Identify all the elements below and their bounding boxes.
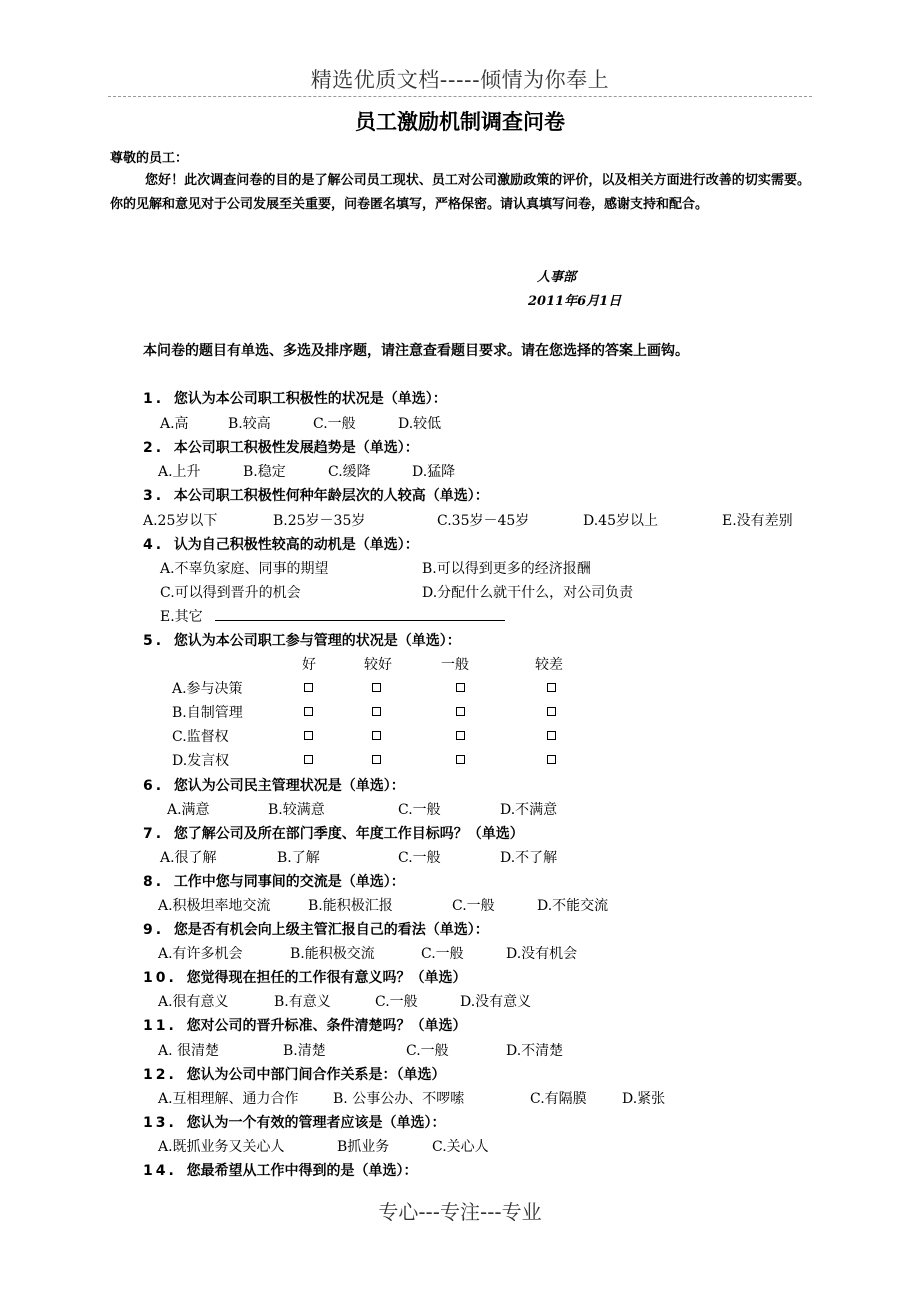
q3-option-c[interactable]: C.35岁－45岁 <box>437 513 530 529</box>
question-text: 本公司职工积极性何种年龄层次的人较高（单选）： <box>173 488 489 504</box>
question-text: 您觉得现在担任的工作很有意义吗？（单选） <box>186 970 467 986</box>
q4-option-b[interactable]: B.可以得到更多的经济报酬 <box>422 561 591 577</box>
q8-option-b[interactable]: B.能积极汇报 <box>308 898 393 914</box>
q11-option-a[interactable]: A. 很清楚 <box>158 1043 220 1059</box>
question-number: 6. <box>143 778 165 794</box>
q5-checkbox[interactable] <box>547 755 556 764</box>
q4-option-d[interactable]: D.分配什么就干什么，对公司负责 <box>422 585 634 601</box>
q6-option-c[interactable]: C.一般 <box>398 802 441 818</box>
question-number: 3. <box>143 488 165 504</box>
question-text: 您认为本公司职工积极性的状况是（单选）： <box>173 391 447 407</box>
q2-option-d[interactable]: D.猛降 <box>412 464 456 480</box>
q5-checkbox[interactable] <box>372 683 381 692</box>
question-14 <box>143 1160 418 1180</box>
question-9 <box>143 919 489 939</box>
q12-option-d[interactable]: D.紧张 <box>622 1091 666 1107</box>
q6-option-a[interactable]: A.满意 <box>167 802 210 818</box>
q4-option-a[interactable]: A.不辜负家庭、同事的期望 <box>160 561 329 577</box>
q5-checkbox[interactable] <box>547 683 556 692</box>
q5-row-supervision: C.监督权 <box>172 729 229 745</box>
q5-row-speech: D.发言权 <box>172 753 230 769</box>
question-2 <box>143 437 419 457</box>
q8-option-d[interactable]: D.不能交流 <box>537 898 609 914</box>
q11-option-c[interactable]: C.一般 <box>406 1043 449 1059</box>
q3-option-d[interactable]: D.45岁以上 <box>583 513 658 529</box>
q5-checkbox[interactable] <box>547 731 556 740</box>
question-text: 您认为一个有效的管理者应该是（单选）： <box>186 1115 446 1131</box>
q3-option-a[interactable]: A.25岁以下 <box>143 513 218 529</box>
instruction-text: 本问卷的题目有单选、多选及排序题，请注意查看题目要求。请在您选择的答案上画钩。 <box>143 343 689 359</box>
q13-option-b[interactable]: B抓业务 <box>337 1139 390 1155</box>
intro-paragraph: 您好！此次调查问卷的目的是了解公司员工现状、员工对公司激励政策的评价，以及相关方面进行改善的切实需要。你的见解和意见对于公司发展至关重要，问卷匿名填写，严格保密。请认真填写问卷，感谢支持和配合。 <box>110 173 810 212</box>
q3-option-b[interactable]: B.25岁－35岁 <box>273 513 366 529</box>
question-11 <box>143 1015 467 1035</box>
q5-checkbox[interactable] <box>456 707 465 716</box>
question-5 <box>143 630 461 650</box>
question-text: 本公司职工积极性发展趋势是（单选）： <box>173 440 419 456</box>
q13-option-a[interactable]: A.既抓业务又关心人 <box>158 1139 285 1155</box>
q11-option-b[interactable]: B.清楚 <box>283 1043 326 1059</box>
header-divider <box>108 96 812 97</box>
page-header: 精选优质文档-----倾情为你奉上 <box>310 68 610 92</box>
question-number: 8. <box>143 874 165 890</box>
q11-option-d[interactable]: D.不清楚 <box>506 1043 564 1059</box>
document-title: 员工激励机制调查问卷 <box>355 110 565 134</box>
question-number: 13. <box>143 1115 177 1131</box>
q9-option-c[interactable]: C.一般 <box>421 946 464 962</box>
q1-option-d[interactable]: D.较低 <box>398 416 442 432</box>
question-6 <box>143 775 405 795</box>
question-10 <box>143 967 467 987</box>
question-7 <box>143 823 524 843</box>
department-signature: 人事部 <box>537 270 577 285</box>
q7-option-d[interactable]: D.不了解 <box>500 850 558 866</box>
q5-checkbox[interactable] <box>372 755 381 764</box>
q8-option-a[interactable]: A.积极坦率地交流 <box>158 898 271 914</box>
question-text: 您最希望从工作中得到的是（单选）： <box>186 1163 418 1179</box>
q2-option-b[interactable]: B.稳定 <box>243 464 286 480</box>
question-13 <box>143 1112 446 1132</box>
question-number: 10. <box>143 970 177 986</box>
q9-option-d[interactable]: D.没有机会 <box>506 946 578 962</box>
q5-col-fairly-good: 较好 <box>364 657 392 673</box>
q7-option-c[interactable]: C.一般 <box>398 850 441 866</box>
q3-option-e[interactable]: E.没有差别 <box>722 513 793 529</box>
q5-checkbox[interactable] <box>304 707 313 716</box>
question-text: 您是否有机会向上级主管汇报自己的看法（单选）： <box>173 922 489 938</box>
q13-option-c[interactable]: C.关心人 <box>432 1139 489 1155</box>
question-number: 12. <box>143 1067 177 1083</box>
page-footer: 专心---专注---专业 <box>378 1200 542 1224</box>
question-number: 11. <box>143 1018 177 1034</box>
question-text: 您认为公司民主管理状况是（单选）： <box>173 778 405 794</box>
question-text: 您了解公司及所在部门季度、年度工作目标吗？（单选） <box>173 826 524 842</box>
q5-checkbox[interactable] <box>372 707 381 716</box>
q4-option-c[interactable]: C.可以得到晋升的机会 <box>160 585 301 601</box>
q6-option-d[interactable]: D.不满意 <box>500 802 558 818</box>
q5-checkbox[interactable] <box>304 755 313 764</box>
q5-checkbox[interactable] <box>304 683 313 692</box>
question-text: 您对公司的晋升标准、条件清楚吗？（单选） <box>186 1018 467 1034</box>
q4-option-e[interactable]: E.其它 <box>160 609 203 625</box>
q5-checkbox[interactable] <box>456 683 465 692</box>
q1-option-c[interactable]: C.一般 <box>313 416 356 432</box>
q2-option-a[interactable]: A.上升 <box>158 464 201 480</box>
q9-option-b[interactable]: B.能积极交流 <box>290 946 375 962</box>
question-number: 14. <box>143 1163 177 1179</box>
q1-option-a[interactable]: A.高 <box>160 416 189 432</box>
q5-checkbox[interactable] <box>547 707 556 716</box>
q6-option-b[interactable]: B.较满意 <box>268 802 325 818</box>
q7-option-b[interactable]: B.了解 <box>277 850 320 866</box>
question-number: 4. <box>143 537 165 553</box>
q5-checkbox[interactable] <box>456 731 465 740</box>
q1-option-b[interactable]: B.较高 <box>228 416 271 432</box>
q2-option-c[interactable]: C.缓降 <box>328 464 371 480</box>
question-text: 您认为本公司职工参与管理的状况是（单选）： <box>173 633 461 649</box>
question-text: 认为自己积极性较高的动机是（单选）： <box>173 537 419 553</box>
question-8 <box>143 871 405 891</box>
q5-col-good: 好 <box>302 657 316 673</box>
q9-option-a[interactable]: A.有许多机会 <box>158 946 243 962</box>
q8-option-c[interactable]: C.一般 <box>452 898 495 914</box>
q5-row-self-management: B.自制管理 <box>172 705 243 721</box>
q5-checkbox[interactable] <box>304 731 313 740</box>
greeting: 尊敬的员工： <box>110 151 189 166</box>
q5-row-decision: A.参与决策 <box>172 681 243 697</box>
q10-option-c[interactable]: C.一般 <box>375 994 418 1010</box>
signature-date: 2011年6月1日 <box>528 294 622 309</box>
question-text: 工作中您与同事间的交流是（单选）： <box>173 874 405 890</box>
q5-checkbox[interactable] <box>456 755 465 764</box>
q4-fill-blank[interactable] <box>215 620 505 621</box>
question-4 <box>143 534 419 554</box>
question-12 <box>143 1064 446 1084</box>
question-number: 1. <box>143 391 165 407</box>
question-number: 5. <box>143 633 165 649</box>
q12-option-a[interactable]: A.互相理解、通力合作 <box>158 1091 299 1107</box>
q7-option-a[interactable]: A.很了解 <box>160 850 217 866</box>
q5-col-poor: 较差 <box>535 657 563 673</box>
question-number: 9. <box>143 922 165 938</box>
question-number: 7. <box>143 826 165 842</box>
q10-option-b[interactable]: B.有意义 <box>274 994 331 1010</box>
question-3 <box>143 485 489 505</box>
question-text: 您认为公司中部门间合作关系是：（单选） <box>186 1067 446 1083</box>
q10-option-d[interactable]: D.没有意义 <box>460 994 532 1010</box>
q5-checkbox[interactable] <box>372 731 381 740</box>
q12-option-c[interactable]: C.有隔膜 <box>530 1091 587 1107</box>
question-number: 2. <box>143 440 165 456</box>
q5-col-average: 一般 <box>441 657 469 673</box>
q12-option-b[interactable]: B. 公事公办、不啰嗦 <box>333 1091 465 1107</box>
question-1 <box>143 388 447 408</box>
q10-option-a[interactable]: A.很有意义 <box>158 994 229 1010</box>
